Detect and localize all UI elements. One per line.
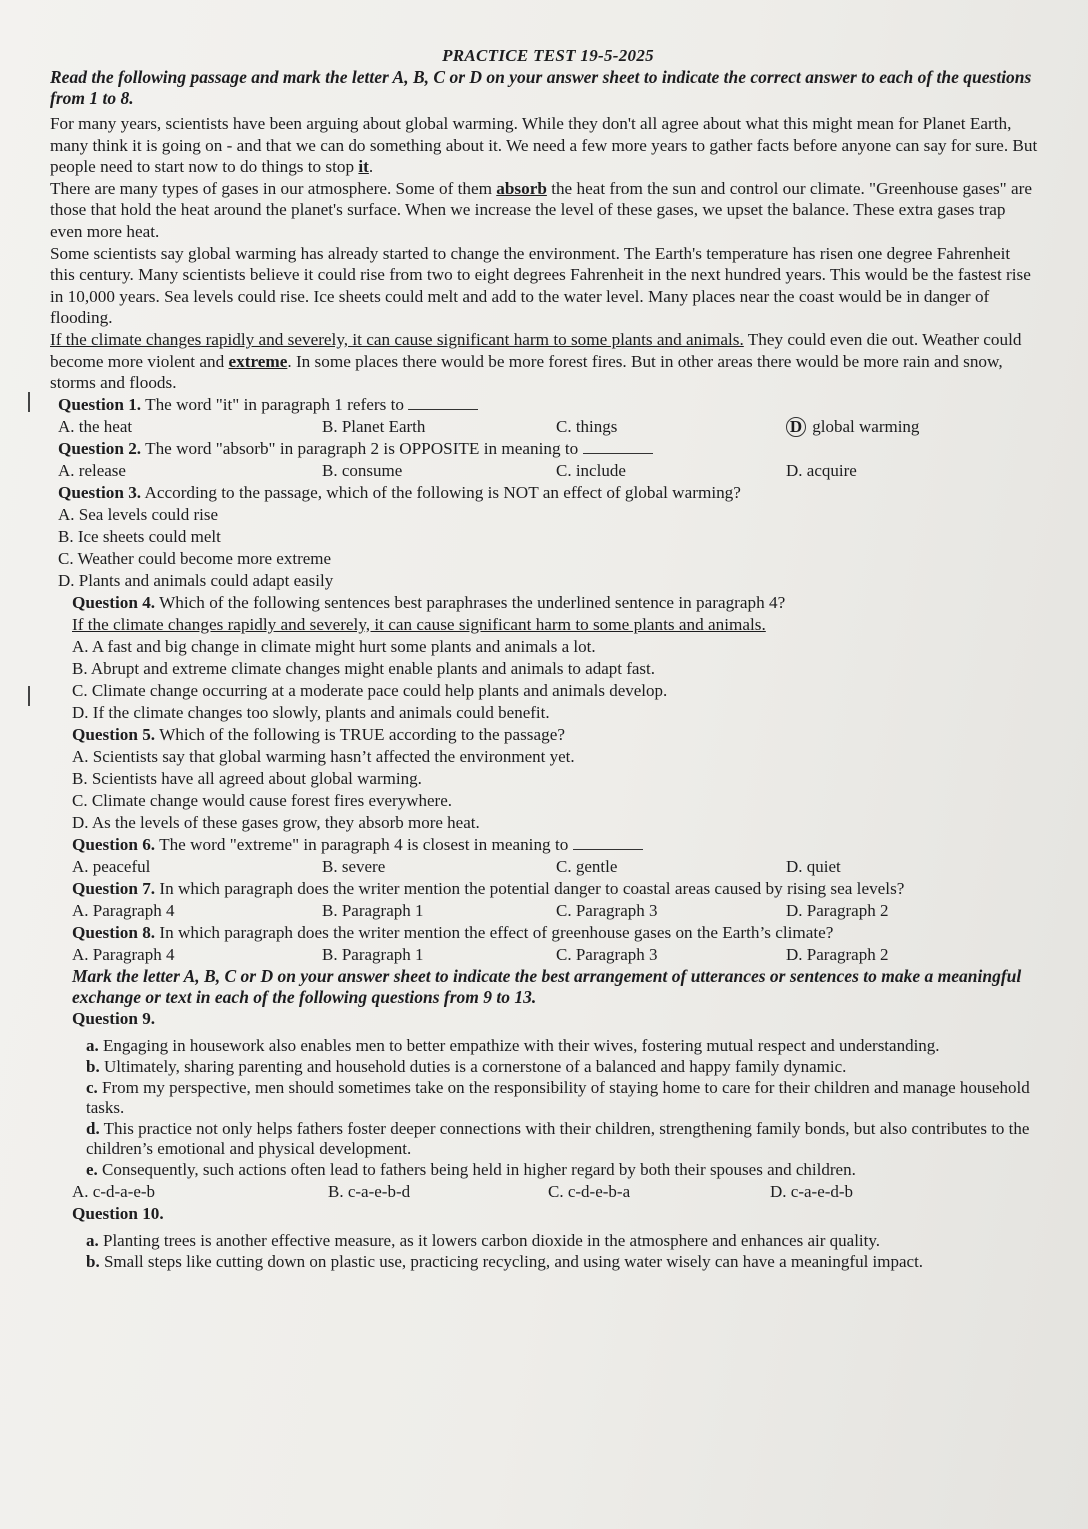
option-c[interactable]: C. include (556, 460, 626, 480)
item-letter: e. (86, 1159, 98, 1179)
option-a[interactable]: A. Scientists say that global warming hasn’t affected the environment yet. (72, 746, 575, 766)
quoted-sentence: If the climate changes rapidly and severely, it can cause significant harm to some plants and animals. (72, 614, 766, 634)
item-text: Consequently, such actions often lead to fathers being held in higher regard by both their spouses and children. (97, 1159, 856, 1179)
option-a[interactable]: A. Sea levels could rise (58, 504, 219, 524)
item-text: Small steps like cutting down on plastic use, practicing recycling, and using water wisely can have a meaningful impact. (99, 1251, 924, 1271)
instruction-part-1: Read the following passage and mark the letter A, B, C or D on your answer sheet to indicate the correct answer to each of the questions from 1 to 8. (50, 67, 1032, 108)
underlined-sentence: If the climate changes rapidly and severely, it can cause significant harm to some plants and animals. (50, 329, 744, 349)
sentence-item (86, 1078, 1038, 1118)
item-letter: d. (86, 1118, 100, 1138)
answer-blank (408, 395, 478, 410)
page-title: PRACTICE TEST 19-5-2025 (442, 46, 654, 65)
option-c[interactable]: C. gentle (556, 856, 618, 876)
option-d[interactable]: D. As the levels of these gases grow, they absorb more heat. (72, 812, 480, 832)
answer-blank (573, 835, 643, 850)
circled-answer-mark: D (786, 417, 806, 437)
margin-mark (28, 686, 30, 706)
question-label: Question 2. (58, 438, 142, 458)
option-a[interactable]: A. A fast and big change in climate might hurt some plants and animals a lot. (72, 636, 596, 656)
option-b[interactable]: B. Planet Earth (322, 416, 426, 436)
instruction-part-2: Mark the letter A, B, C or D on your answer sheet to indicate the best arrangement of utterances or sentences to make a meaningful exchange or text in each of the following questions from 9 to 13. (72, 965, 1022, 1007)
question-2 (58, 438, 1038, 482)
question-7 (72, 878, 1038, 922)
question-text: The word "absorb" in paragraph 2 is OPPOSITE in meaning to (141, 438, 579, 458)
option-d[interactable] (786, 416, 1006, 438)
item-letter: a. (86, 1035, 99, 1055)
question-3 (58, 482, 1038, 592)
question-label: Question 4. (72, 592, 156, 612)
option-a[interactable]: A. c-d-a-e-b (72, 1181, 156, 1201)
option-b[interactable]: B. severe (322, 856, 386, 876)
option-a[interactable]: A. release (58, 460, 126, 480)
question-text: In which paragraph does the writer mention the effect of greenhouse gases on the Earth’s climate? (155, 922, 834, 942)
question-9 (72, 1008, 1038, 1203)
paragraph-4-text-a: They could even die out. Weather could become more violent and (50, 329, 1022, 371)
option-d[interactable]: D. quiet (786, 856, 841, 876)
underlined-extreme: extreme (228, 351, 288, 371)
question-text: Which of the following sentences best paraphrases the underlined sentence in paragraph 4? (155, 592, 786, 612)
option-b[interactable]: B. Scientists have all agreed about global warming. (72, 768, 422, 788)
option-b[interactable]: B. Paragraph 1 (322, 900, 424, 920)
question-label: Question 10. (72, 1203, 164, 1223)
paragraph-2 (50, 178, 1038, 243)
question-5 (72, 724, 1038, 834)
option-b[interactable]: B. Ice sheets could melt (58, 526, 221, 546)
reading-passage (50, 113, 1038, 394)
option-a[interactable]: A. the heat (58, 416, 133, 436)
item-text: From my perspective, men should sometimes take on the responsibility of staying home to care for their children and manage household tasks. (86, 1077, 1030, 1117)
option-c[interactable]: C. Climate change would cause forest fires everywhere. (72, 790, 452, 810)
option-a[interactable]: A. Paragraph 4 (72, 944, 175, 964)
sentence-item (86, 1231, 1038, 1251)
paragraph-4-text-b: . In some places there would be more forest fires. But in other areas there would be more rain and snow, storms and floods. (50, 351, 1003, 393)
question-label: Question 8. (72, 922, 156, 942)
option-c[interactable]: C. c-d-e-b-a (548, 1181, 631, 1201)
item-letter: a. (86, 1230, 99, 1250)
option-a[interactable]: A. Paragraph 4 (72, 900, 175, 920)
underlined-it: it (358, 157, 369, 177)
margin-mark (28, 392, 30, 412)
paragraph-2-text-a: There are many types of gases in our atmosphere. Some of them (50, 178, 497, 198)
option-d[interactable]: D. acquire (786, 460, 857, 480)
item-text: This practice not only helps fathers foster deeper connections with their children, strengthening family bonds, but also contributes to the children’s emotional and physical development. (86, 1118, 1030, 1158)
question-label: Question 3. (58, 482, 142, 502)
option-b[interactable]: B. c-a-e-b-d (328, 1181, 411, 1201)
question-label: Question 7. (72, 878, 156, 898)
question-label: Question 9. (72, 1008, 156, 1028)
option-a[interactable]: A. peaceful (72, 856, 151, 876)
item-text: Planting trees is another effective measure, as it lowers carbon dioxide in the atmosphere and enhances air quality. (98, 1230, 881, 1250)
question-8 (72, 922, 1038, 966)
sentence-item (86, 1252, 1038, 1272)
paragraph-2-text-b: the heat from the sun and control our climate. "Greenhouse gases" are those that hold the heat around the planet's surface. When we increase the level of these gases, we upset the balance. These extra gases trap even more heat. (50, 178, 1032, 241)
paragraph-1-end: . (368, 157, 374, 177)
sentence-item (86, 1036, 1038, 1056)
item-letter: b. (86, 1056, 100, 1076)
sentence-item (86, 1057, 1038, 1077)
question-label: Question 1. (58, 394, 142, 414)
underlined-absorb: absorb (496, 178, 547, 198)
option-b[interactable]: B. consume (322, 460, 403, 480)
option-d[interactable]: D. If the climate changes too slowly, plants and animals could benefit. (72, 702, 550, 722)
option-c[interactable]: C. Paragraph 3 (556, 900, 658, 920)
question-text: The word "it" in paragraph 1 refers to (141, 394, 404, 414)
question-6 (72, 834, 1038, 878)
option-c[interactable]: C. Climate change occurring at a moderate pace could help plants and animals develop. (72, 680, 668, 700)
question-4 (72, 592, 1038, 724)
question-text: According to the passage, which of the following is NOT an effect of global warming? (141, 482, 741, 502)
answer-blank (583, 439, 653, 454)
paragraph-1 (50, 113, 1038, 178)
item-letter: b. (86, 1251, 100, 1271)
question-text: In which paragraph does the writer mention the potential danger to coastal areas caused by rising sea levels? (155, 878, 905, 898)
sentence-item (86, 1160, 1038, 1180)
question-label: Question 5. (72, 724, 156, 744)
item-text: Engaging in housework also enables men to better empathize with their wives, fostering mutual respect and understanding. (98, 1035, 940, 1055)
question-label: Question 6. (72, 834, 156, 854)
question-text: The word "extreme" in paragraph 4 is closest in meaning to (155, 834, 569, 854)
option-b[interactable]: B. Paragraph 1 (322, 944, 424, 964)
option-c[interactable]: C. Weather could become more extreme (58, 548, 332, 568)
paragraph-3: Some scientists say global warming has already started to change the environment. The Earth's temperature has risen one degree Fahrenheit this century. Many scientists believe it could rise from two to eight degrees Fahrenheit in the next hundred years. This would be the fastest rise in 10,000 years. Sea levels could rise. Ice sheets could melt and add to the water level. Many places near the coast would be in danger of flooding. (50, 243, 1031, 328)
sentence-item (86, 1119, 1038, 1159)
question-10 (72, 1203, 1038, 1272)
option-c[interactable]: C. things (556, 416, 618, 436)
option-d[interactable]: D. Paragraph 2 (786, 900, 889, 920)
option-d[interactable]: D. Plants and animals could adapt easily (58, 570, 334, 590)
option-d[interactable]: D. c-a-e-d-b (770, 1181, 854, 1201)
option-b[interactable]: B. Abrupt and extreme climate changes might enable plants and animals to adapt fast. (72, 658, 656, 678)
item-text: Ultimately, sharing parenting and household duties is a cornerstone of a balanced and happy family dynamic. (99, 1056, 847, 1076)
item-letter: c. (86, 1077, 98, 1097)
option-c[interactable]: C. Paragraph 3 (556, 944, 658, 964)
option-d[interactable]: D. Paragraph 2 (786, 944, 889, 964)
option-d-text: global warming (812, 416, 920, 436)
paragraph-4 (50, 329, 1038, 394)
question-text: Which of the following is TRUE according to the passage? (155, 724, 565, 744)
question-1 (58, 394, 1038, 438)
paragraph-1-text: For many years, scientists have been arguing about global warming. While they don't all agree about what this might mean for Planet Earth, many think it is going on - and that we can do something about it. We need a few more years to gather facts before anyone can say for sure. But people need to start now to do things to stop (50, 114, 1038, 177)
